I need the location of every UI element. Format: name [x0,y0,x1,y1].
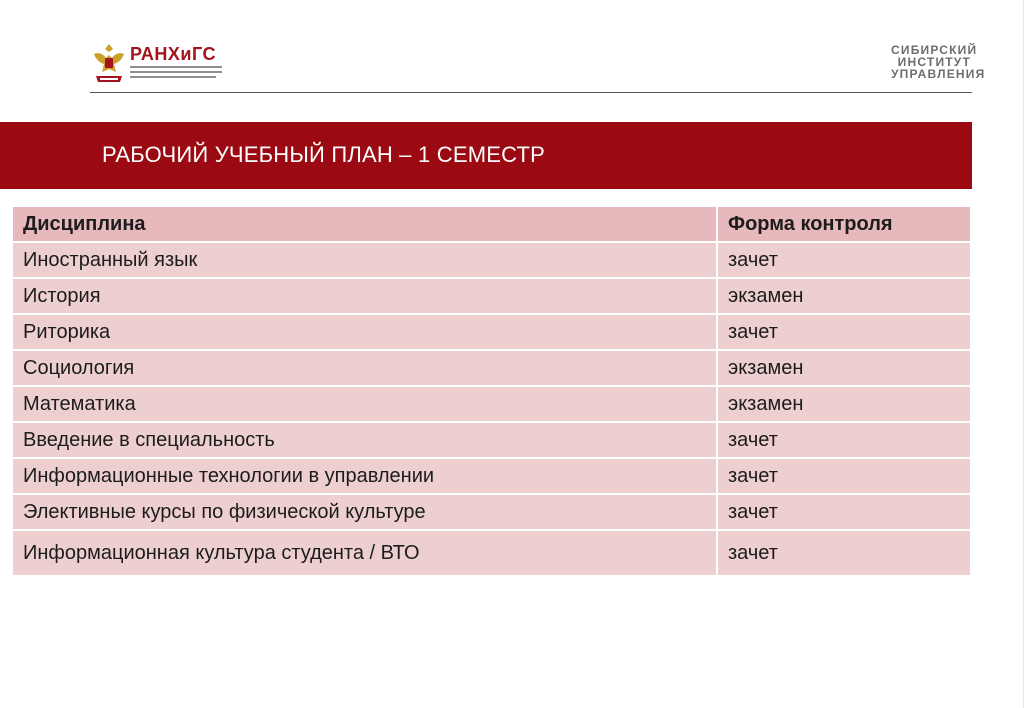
discipline-cell: Иностранный язык [13,243,716,277]
table-row [13,495,970,529]
table-header-row [13,207,970,241]
control-form-cell: зачет [718,531,970,575]
discipline-cell: Риторика [13,315,716,349]
table-row [13,351,970,385]
ranepa-logo [92,40,232,86]
control-form-cell: экзамен [718,387,970,421]
discipline-cell: Введение в специальность [13,423,716,457]
table-row [13,459,970,493]
slide-title: РАБОЧИЙ УЧЕБНЫЙ ПЛАН – 1 СЕМЕСТР [102,142,545,167]
ranepa-logo-name: РАНХиГС [130,44,216,64]
discipline-cell: Информационные технологии в управлении [13,459,716,493]
column-header-discipline: Дисциплина [13,207,716,241]
siu-logo-line-1: СИБИРСКИЙ [891,43,978,57]
control-form-cell: экзамен [718,351,970,385]
logo-fine-print [130,66,222,81]
control-form-cell: экзамен [718,279,970,313]
table-row [13,279,970,313]
control-form-cell: зачет [718,315,970,349]
control-form-cell: зачет [718,423,970,457]
siu-logo [891,43,986,81]
curriculum-table [11,205,972,577]
table-row [13,315,970,349]
discipline-cell: История [13,279,716,313]
control-form-cell: зачет [718,243,970,277]
table-row [13,387,970,421]
title-band [0,122,972,189]
discipline-cell: Информационная культура студента / ВТО [13,531,716,575]
discipline-cell: Элективные курсы по физической культуре [13,495,716,529]
column-header-control-form: Форма контроля [718,207,970,241]
eagle-emblem-icon [92,42,126,84]
control-form-cell: зачет [718,459,970,493]
discipline-cell: Социология [13,351,716,385]
discipline-cell: Математика [13,387,716,421]
table-row [13,243,970,277]
siu-logo-line-3: УПРАВЛЕНИЯ [891,67,986,81]
control-form-cell: зачет [718,495,970,529]
header-divider [90,92,972,93]
table-row [13,423,970,457]
table-row [13,531,970,575]
siu-logo-line-2: ИНСТИТУТ [897,55,971,69]
